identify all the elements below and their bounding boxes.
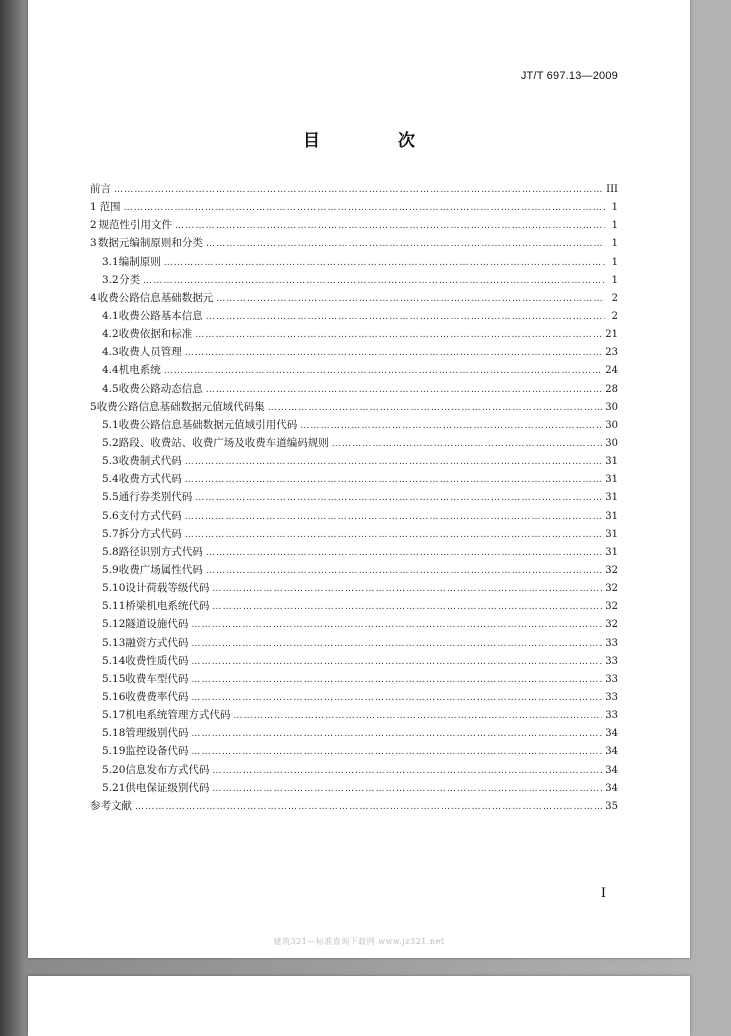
- toc-entry[interactable]: [90, 470, 618, 488]
- toc-entry-number: 5.21: [102, 781, 126, 794]
- toc-entry-label: 供电保证级别代码: [125, 781, 210, 794]
- toc-entry-page: 33: [605, 655, 618, 667]
- toc-entry-page: 30: [605, 437, 618, 449]
- toc-entry-page: 33: [605, 710, 618, 722]
- toc-entry-page: 28: [605, 383, 618, 395]
- toc-entry[interactable]: [90, 797, 618, 815]
- toc-entry-number: 5.9: [102, 563, 119, 576]
- toc-dot-leader: [143, 272, 605, 290]
- toc-entry[interactable]: [90, 670, 618, 688]
- toc-entry[interactable]: [90, 561, 618, 579]
- toc-dot-leader: [212, 580, 602, 598]
- toc-entry-page: 23: [605, 347, 618, 359]
- toc-entry-label: 参考文献: [90, 799, 132, 812]
- toc-entry[interactable]: [90, 216, 618, 234]
- toc-entry-page: 32: [605, 619, 618, 631]
- toc-entry-label: 机电系统: [118, 364, 161, 377]
- toc-entry-number: 4.5: [102, 382, 119, 395]
- toc-entry[interactable]: [90, 488, 618, 506]
- toc-dot-leader: [114, 181, 603, 199]
- toc-entry-label: 收费人员管理: [118, 346, 182, 359]
- toc-entry-page: 32: [605, 564, 618, 576]
- toc-entry-number: 1: [90, 201, 97, 214]
- toc-entry-number: 4.3: [102, 346, 119, 359]
- toc-dot-leader: [191, 616, 602, 634]
- toc-entry-label: 收费公路动态信息: [118, 382, 203, 395]
- toc-dot-leader: [164, 362, 603, 380]
- toc-entry-page: 34: [605, 782, 618, 794]
- toc-dot-leader: [212, 762, 602, 780]
- toc-entry-number: 5.1: [102, 418, 119, 431]
- toc-dot-leader: [124, 199, 605, 217]
- toc-entry-number: 5.10: [102, 582, 126, 595]
- toc-entry-number: 5.17: [102, 709, 126, 722]
- toc-entry[interactable]: [90, 634, 618, 652]
- toc-entry[interactable]: [90, 597, 618, 615]
- toc-entry-number: 5.3: [102, 455, 119, 468]
- toc-dot-leader: [195, 489, 602, 507]
- toc-dot-leader: [191, 635, 602, 653]
- toc-dot-leader: [185, 344, 603, 362]
- toc-dot-leader: [212, 598, 602, 616]
- toc-entry-page: 31: [605, 492, 618, 504]
- table-of-contents: [90, 180, 618, 815]
- toc-entry[interactable]: [90, 253, 618, 271]
- toc-entry-label: 设计荷载等级代码: [125, 582, 210, 595]
- toc-entry-label: 路段、收费站、收费广场及收费车道编码规则: [118, 436, 329, 449]
- toc-entry[interactable]: [90, 398, 618, 416]
- toc-entry-number: 5.12: [102, 618, 126, 631]
- toc-entry[interactable]: [90, 271, 618, 289]
- toc-entry-label: 收费公路基本信息: [118, 309, 203, 322]
- toc-entry-number: 4.4: [102, 364, 119, 377]
- toc-dot-leader: [185, 526, 603, 544]
- toc-entry-number: 2: [90, 219, 97, 232]
- toc-dot-leader: [212, 780, 602, 798]
- toc-entry-page: 1: [611, 220, 618, 232]
- toc-entry[interactable]: [90, 761, 618, 779]
- toc-entry[interactable]: [90, 380, 618, 398]
- toc-entry-page: 32: [605, 583, 618, 595]
- toc-entry-number: 5.5: [102, 491, 119, 504]
- toc-entry[interactable]: [90, 180, 618, 198]
- toc-entry-label: 融资方式代码: [125, 636, 189, 649]
- toc-entry-page: 1: [611, 256, 618, 268]
- toc-dot-leader: [300, 417, 602, 435]
- toc-entry-label: 支付方式代码: [118, 509, 182, 522]
- toc-entry[interactable]: [90, 289, 618, 307]
- toc-entry[interactable]: [90, 688, 618, 706]
- toc-entry[interactable]: [90, 325, 618, 343]
- toc-entry-page: 33: [605, 637, 618, 649]
- toc-entry-label: 收费依据和标准: [118, 328, 193, 341]
- toc-entry-page: 35: [605, 800, 618, 812]
- toc-entry-label: 管理级别代码: [125, 727, 189, 740]
- toc-entry-number: 5.6: [102, 509, 119, 522]
- toc-entry[interactable]: [90, 706, 618, 724]
- toc-entry-label: 收费公路信息基础数据元值域代码集: [96, 400, 265, 413]
- toc-entry-page: 33: [605, 673, 618, 685]
- toc-title: 目 次: [303, 131, 451, 151]
- toc-entry-number: 5.16: [102, 690, 126, 703]
- toc-entry-label: 机电系统管理方式代码: [125, 709, 231, 722]
- toc-dot-leader: [206, 562, 603, 580]
- toc-entry-page: 21: [605, 329, 618, 341]
- toc-entry[interactable]: [90, 742, 618, 760]
- toc-entry-number: 5.4: [102, 473, 119, 486]
- toc-dot-leader: [216, 290, 605, 308]
- toc-entry[interactable]: [90, 452, 618, 470]
- toc-entry[interactable]: [90, 525, 618, 543]
- toc-entry-page: 31: [605, 474, 618, 486]
- toc-entry-label: 信息发布方式代码: [125, 763, 210, 776]
- toc-dot-leader: [191, 653, 602, 671]
- toc-entry-page: 1: [611, 238, 618, 250]
- toc-entry-page: 30: [605, 401, 618, 413]
- toc-dot-leader: [206, 544, 603, 562]
- toc-entry-page: 24: [605, 365, 618, 377]
- toc-entry-label: 范围: [99, 201, 121, 214]
- toc-entry-number: 4.1: [102, 309, 119, 322]
- toc-entry-number: 5.20: [102, 763, 126, 776]
- toc-entry-page: 1: [611, 274, 618, 286]
- toc-entry[interactable]: [90, 724, 618, 742]
- toc-entry[interactable]: [90, 579, 618, 597]
- toc-dot-leader: [233, 707, 602, 725]
- toc-entry-number: 5.7: [102, 527, 119, 540]
- toc-entry-page: 31: [605, 456, 618, 468]
- toc-entry[interactable]: [90, 234, 618, 252]
- toc-entry-page: 34: [605, 746, 618, 758]
- page-number: I: [600, 886, 606, 901]
- toc-entry[interactable]: [90, 198, 618, 216]
- toc-entry-label: 收费费率代码: [125, 690, 189, 703]
- toc-entry-page: 34: [605, 764, 618, 776]
- toc-entry-label: 前言: [90, 183, 111, 195]
- toc-entry-label: 路径识别方式代码: [118, 545, 203, 558]
- toc-dot-leader: [175, 217, 605, 235]
- toc-entry[interactable]: [90, 307, 618, 325]
- toc-dot-leader: [185, 453, 603, 471]
- toc-entry-label: 分类: [119, 273, 141, 286]
- toc-entry-label: 桥梁机电系统代码: [125, 600, 210, 613]
- toc-entry-page: 2: [611, 310, 618, 322]
- toc-entry-page: 1: [611, 202, 618, 214]
- toc-entry-number: 4: [90, 291, 97, 304]
- toc-entry[interactable]: [90, 434, 618, 452]
- toc-dot-leader: [206, 381, 603, 399]
- toc-entry-page: 34: [605, 728, 618, 740]
- toc-entry-label: 隧道设施代码: [125, 618, 189, 631]
- toc-entry[interactable]: [90, 615, 618, 633]
- toc-entry-label: 拆分方式代码: [118, 527, 182, 540]
- toc-entry-number: 5.2: [102, 436, 119, 449]
- toc-dot-leader: [206, 308, 605, 326]
- toc-dot-leader: [268, 399, 603, 417]
- toc-entry-number: 5.14: [102, 654, 126, 667]
- toc-entry-label: 收费方式代码: [118, 473, 182, 486]
- toc-entry-label: 收费性质代码: [125, 654, 189, 667]
- toc-entry-number: 5.15: [102, 672, 126, 685]
- toc-entry-label: 收费车型代码: [125, 672, 189, 685]
- toc-dot-leader: [185, 471, 603, 489]
- toc-entry-label: 监控设备代码: [125, 745, 189, 758]
- toc-entry-label: 收费公路信息基础数据元值域引用代码: [118, 418, 298, 431]
- toc-entry-label: 数据元编制原则和分类: [97, 237, 203, 250]
- toc-dot-leader: [191, 671, 602, 689]
- toc-entry-label: 收费制式代码: [118, 455, 182, 468]
- toc-dot-leader: [135, 798, 602, 816]
- toc-entry-label: 规范性引用文件: [98, 219, 173, 232]
- toc-entry[interactable]: [90, 416, 618, 434]
- next-page: [28, 976, 690, 1036]
- toc-entry[interactable]: [90, 543, 618, 561]
- toc-entry-page: 31: [605, 546, 618, 558]
- toc-entry-page: 31: [605, 510, 618, 522]
- toc-entry-number: 5.13: [102, 636, 126, 649]
- toc-dot-leader: [206, 235, 605, 253]
- toc-entry-label: 收费广场属性代码: [118, 563, 203, 576]
- toc-entry-page: 33: [605, 691, 618, 703]
- toc-dot-leader: [191, 689, 602, 707]
- toc-entry-label: 编制原则: [118, 255, 161, 268]
- toc-entry-number: 5.8: [102, 545, 119, 558]
- toc-entry-number: 5.18: [102, 727, 126, 740]
- toc-entry-page: 32: [605, 601, 618, 613]
- toc-entry[interactable]: [90, 361, 618, 379]
- toc-entry-number: 3.1: [102, 255, 119, 268]
- toc-dot-leader: [195, 326, 602, 344]
- toc-entry-page: 31: [605, 528, 618, 540]
- document-page: [28, 0, 690, 958]
- toc-dot-leader: [191, 725, 602, 743]
- toc-entry-number: 3: [90, 237, 97, 250]
- toc-entry-page: 30: [605, 419, 618, 431]
- toc-entry[interactable]: [90, 779, 618, 797]
- toc-dot-leader: [191, 743, 602, 761]
- toc-entry-page: III: [606, 184, 618, 195]
- toc-dot-leader: [332, 435, 603, 453]
- toc-entry-number: 5: [90, 400, 97, 413]
- toc-entry-number: 5.19: [102, 745, 126, 758]
- toc-entry-number: 3.2: [102, 273, 119, 286]
- document-code: JT/T 697.13—2009: [520, 70, 618, 82]
- watermark-text: 建筑321—标准查询下载网 www.jz321.net: [273, 937, 445, 946]
- toc-entry[interactable]: [90, 507, 618, 525]
- toc-entry-label: 收费公路信息基础数据元: [97, 291, 214, 304]
- toc-entry-number: 4.2: [102, 328, 119, 341]
- toc-entry[interactable]: [90, 343, 618, 361]
- toc-dot-leader: [185, 508, 603, 526]
- toc-dot-leader: [164, 254, 605, 272]
- toc-entry-page: 2: [611, 292, 618, 304]
- toc-entry-number: 5.11: [102, 600, 126, 613]
- toc-entry-label: 通行券类别代码: [118, 491, 193, 504]
- toc-entry[interactable]: [90, 652, 618, 670]
